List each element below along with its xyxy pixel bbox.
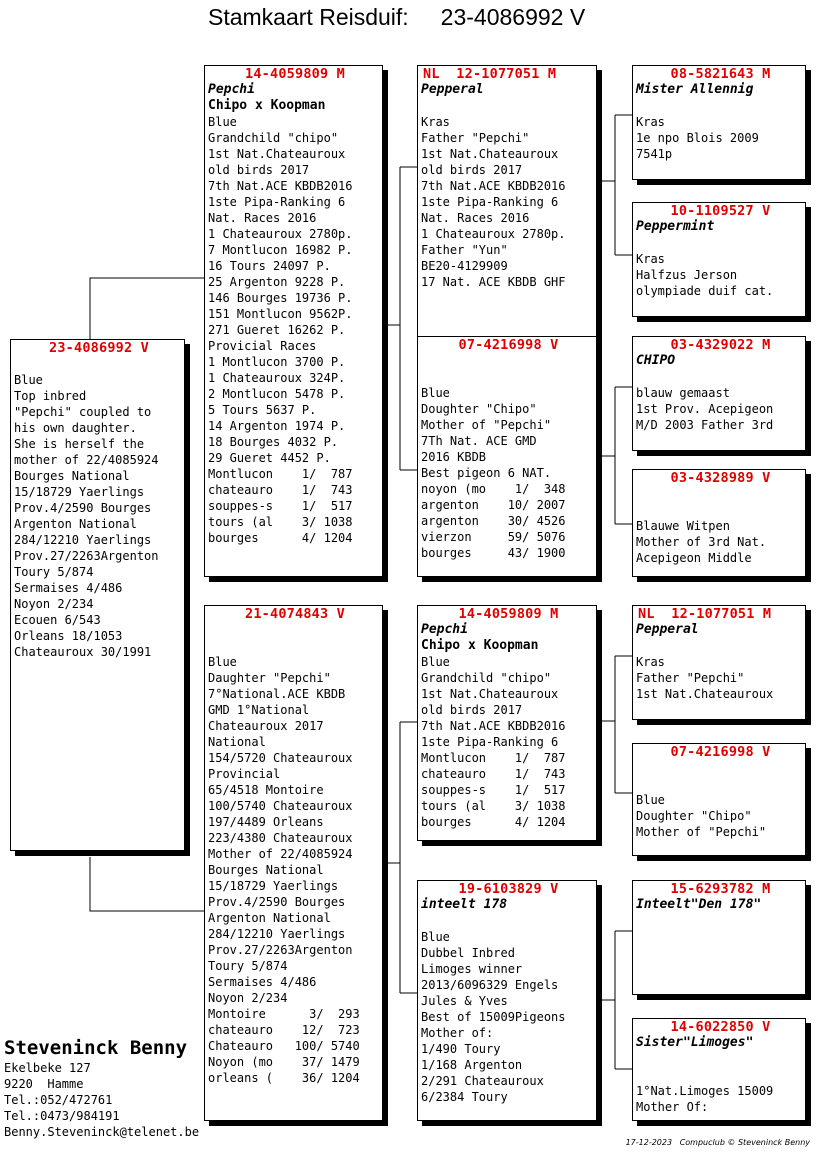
note-line: Blauwe Witpen xyxy=(636,519,730,533)
note-line: 65/4518 Montoire xyxy=(208,783,324,797)
footer-credit: 17-12-2023 Compuclub © Steveninck Benny xyxy=(625,1138,810,1147)
note-line: 1st Nat.Chateauroux xyxy=(421,147,559,161)
note-line: Father "Pepchi" xyxy=(421,131,530,145)
owner-email[interactable]: Benny.Steveninck@telenet.be xyxy=(4,1125,200,1139)
note-line: Prov.27/2263Argenton xyxy=(14,549,159,563)
note-line: Blue xyxy=(421,655,450,669)
note-line: tours (al 3/ 1038 xyxy=(421,799,566,813)
mff-card xyxy=(632,605,806,720)
pigeon-name: CHIPO xyxy=(636,353,676,368)
pigeon-notes xyxy=(421,654,596,830)
mmf-card xyxy=(632,880,806,995)
ring-number: 03-4328989 V xyxy=(670,470,771,486)
note-line: 7th Nat.ACE KBDB2016 xyxy=(421,179,566,193)
owner-address-line: 9220 Hamme xyxy=(4,1077,84,1091)
note-line: Grandchild "chipo" xyxy=(208,131,339,145)
note-line: 1st Nat.Chateauroux xyxy=(421,687,559,701)
note-line: Kras xyxy=(636,252,665,266)
pigeon-pedigree: Chipo x Koopman xyxy=(421,638,539,653)
note-line: 271 Gueret 16262 P. xyxy=(208,323,346,337)
title-ring: 23-4086992 V xyxy=(440,4,586,30)
note-line: 1 Chateauroux 324P. xyxy=(208,371,346,385)
note-line: 1st Nat.Chateauroux xyxy=(636,687,774,701)
note-line: 1 Montlucon 3700 P. xyxy=(208,355,346,369)
pigeon-name: Pepperal xyxy=(636,622,699,637)
note-line: souppes-s 1/ 517 xyxy=(208,499,353,513)
note-line: Acepigeon Middle xyxy=(636,551,752,565)
note-line: 284/12210 Yaerlings xyxy=(14,533,152,547)
pigeon-name: Pepchi xyxy=(421,622,468,637)
note-line: Chateauroux 30/1991 xyxy=(14,645,152,659)
note-line: Sermaises 4/486 xyxy=(208,975,317,989)
note-line: 7Th Nat. ACE GMD xyxy=(421,434,537,448)
note-line: 2016 KBDB xyxy=(421,450,487,464)
note-line: argenton 10/ 2007 xyxy=(421,498,566,512)
note-line: Mother of 22/4085924 xyxy=(208,847,353,861)
note-line: BE20-4129909 xyxy=(421,259,508,273)
fm-card xyxy=(417,336,597,577)
note-line: Montlucon 1/ 787 xyxy=(421,751,566,765)
note-line: 15/18729 Yaerlings xyxy=(14,485,145,499)
pigeon-pedigree: Chipo x Koopman xyxy=(208,98,326,113)
pigeon-name: Pepchi xyxy=(208,82,255,97)
ring-number: NL 12-1077051 M xyxy=(423,66,557,82)
pigeon-notes xyxy=(636,251,805,299)
note-line: Kras xyxy=(636,115,665,129)
note-line: 223/4380 Chateauroux xyxy=(208,831,353,845)
note-line: 7th Nat.ACE KBDB2016 xyxy=(208,179,353,193)
pigeon-notes xyxy=(421,385,596,561)
mother-card xyxy=(204,605,383,1121)
note-line: Blue xyxy=(421,386,450,400)
ring-number: 21-4074843 V xyxy=(245,606,345,622)
note-line: Dubbel Inbred xyxy=(421,946,515,960)
note-line: souppes-s 1/ 517 xyxy=(421,783,566,797)
note-line: Montlucon 1/ 787 xyxy=(208,467,353,481)
pigeon-name: Sister"Limoges" xyxy=(636,1035,754,1050)
note-line: Kras xyxy=(421,115,450,129)
pigeon-notes xyxy=(421,929,596,1105)
note-line: 1e npo Blois 2009 xyxy=(636,131,759,145)
note-line: Chateauroux 2017 xyxy=(208,719,324,733)
note-line: "Pepchi" coupled to xyxy=(14,405,152,419)
note-line: Montoire 3/ 293 xyxy=(208,1007,360,1021)
note-line: Blue xyxy=(14,373,43,387)
note-line: Mother of "Pepchi" xyxy=(636,825,767,839)
note-line: 18 Bourges 4032 P. xyxy=(208,435,339,449)
note-line: 25 Argenton 9228 P. xyxy=(208,275,346,289)
ring-number: 19-6103829 V xyxy=(458,881,559,897)
ring-number: NL 12-1077051 M xyxy=(638,606,772,622)
note-line: argenton 30/ 4526 xyxy=(421,514,566,528)
note-line: 5 Tours 5637 P. xyxy=(208,403,317,417)
pigeon-notes xyxy=(636,1083,805,1115)
note-line: 14 Argenton 1974 P. xyxy=(208,419,346,433)
pigeon-notes xyxy=(636,792,805,840)
owner-block xyxy=(4,1036,199,1140)
mmm-card xyxy=(632,1018,806,1121)
note-line: Noyon (mo 37/ 1479 xyxy=(208,1055,360,1069)
note-line: 1/168 Argenton xyxy=(421,1058,523,1072)
note-line: Top inbred xyxy=(14,389,87,403)
pigeon-notes xyxy=(636,114,805,162)
note-line: Mother of 3rd Nat. xyxy=(636,535,767,549)
note-line: 1ste Pipa-Ranking 6 xyxy=(421,195,559,209)
note-line: Blue xyxy=(636,793,665,807)
pigeon-notes xyxy=(636,654,805,702)
note-line: 29 Gueret 4452 P. xyxy=(208,451,331,465)
note-line: orleans ( 36/ 1204 xyxy=(208,1071,360,1085)
note-line: Best of 15009Pigeons xyxy=(421,1010,566,1024)
owner-name: Steveninck Benny xyxy=(4,1037,188,1059)
note-line: 1ste Pipa-Ranking 6 xyxy=(421,735,559,749)
pigeon-name: Peppermint xyxy=(636,219,715,234)
note-line: 7541p xyxy=(636,147,673,161)
note-line: 2/291 Chateauroux xyxy=(421,1074,544,1088)
note-line: Jules & Yves xyxy=(421,994,508,1008)
ring-number: 14-4059809 M xyxy=(458,606,559,622)
note-line: 7th Nat.ACE KBDB2016 xyxy=(421,719,566,733)
fmf-card xyxy=(632,336,806,451)
note-line: Mother Of: xyxy=(636,1100,709,1114)
ring-number: 03-4329022 M xyxy=(670,337,771,353)
note-line: GMD 1°National xyxy=(208,703,310,717)
note-line: his own daughter. xyxy=(14,421,137,435)
note-line: Argenton National xyxy=(14,517,137,531)
note-line: Blue xyxy=(208,655,237,669)
title-label: Stamkaart Reisduif: xyxy=(208,4,409,30)
note-line: 17 Nat. ACE KBDB GHF xyxy=(421,275,566,289)
note-line: 1/490 Toury xyxy=(421,1042,501,1056)
note-line: vierzon 59/ 5076 xyxy=(421,530,566,544)
subject-card xyxy=(10,339,185,851)
note-line: Prov.4/2590 Bourges xyxy=(14,501,152,515)
pigeon-notes xyxy=(636,518,805,566)
note-line: 284/12210 Yaerlings xyxy=(208,927,346,941)
father-card xyxy=(204,65,383,577)
note-line: noyon (mo 1/ 348 xyxy=(421,482,566,496)
note-line: bourges 43/ 1900 xyxy=(421,546,566,560)
note-line: Toury 5/874 xyxy=(208,959,288,973)
note-line: Father "Pepchi" xyxy=(636,671,745,685)
note-line: Prov.27/2263Argenton xyxy=(208,943,353,957)
pigeon-notes xyxy=(421,114,596,290)
note-line: Orleans 18/1053 xyxy=(14,629,123,643)
fmm-card xyxy=(632,469,806,577)
note-line: bourges 4/ 1204 xyxy=(208,531,353,545)
note-line: chateauro 12/ 723 xyxy=(208,1023,360,1037)
mm-card xyxy=(417,880,597,1121)
pigeon-notes xyxy=(14,372,184,660)
note-line: Mother of: xyxy=(421,1026,494,1040)
note-line: Provicial Races xyxy=(208,339,317,353)
note-line: 2 Montlucon 5478 P. xyxy=(208,387,346,401)
note-line: old birds 2017 xyxy=(421,703,523,717)
note-line: National xyxy=(208,735,266,749)
pigeon-name: Inteelt"Den 178" xyxy=(636,897,762,912)
ring-number: 14-4059809 M xyxy=(245,66,345,82)
mfm-card xyxy=(632,743,806,856)
owner-phone: Tel.:0473/984191 xyxy=(4,1109,120,1123)
note-line: tours (al 3/ 1038 xyxy=(208,515,353,529)
note-line: 151 Montlucon 9562P. xyxy=(208,307,353,321)
note-line: Toury 5/874 xyxy=(14,565,94,579)
note-line: Father "Yun" xyxy=(421,243,508,257)
note-line: olympiade duif cat. xyxy=(636,284,774,298)
owner-phone: Tel.:052/472761 xyxy=(4,1093,113,1107)
note-line: She is herself the xyxy=(14,437,145,451)
note-line: Blue xyxy=(421,930,450,944)
note-line: 1st Nat.Chateauroux xyxy=(208,147,346,161)
note-line: chateauro 1/ 743 xyxy=(421,767,566,781)
note-line: Best pigeon 6 NAT. xyxy=(421,466,552,480)
note-line: Sermaises 4/486 xyxy=(14,581,123,595)
note-line: Provincial xyxy=(208,767,281,781)
note-line: 1st Prov. Acepigeon xyxy=(636,402,774,416)
note-line: Nat. Races 2016 xyxy=(208,211,317,225)
note-line: Noyon 2/234 xyxy=(208,991,288,1005)
note-line: Doughter "Chipo" xyxy=(421,402,537,416)
note-line: blauw gemaast xyxy=(636,386,730,400)
ffm-card xyxy=(632,202,806,317)
pigeon-notes xyxy=(208,114,382,546)
note-line: Daughter "Pepchi" xyxy=(208,671,331,685)
ring-number: 10-1109527 V xyxy=(670,203,771,219)
note-line: Kras xyxy=(636,655,665,669)
ring-number: 07-4216998 V xyxy=(458,337,559,353)
note-line: 197/4489 Orleans xyxy=(208,815,324,829)
pigeon-name: Pepperal xyxy=(421,82,484,97)
note-line: Argenton National xyxy=(208,911,331,925)
note-line: 7 Montlucon 16982 P. xyxy=(208,243,353,257)
note-line: 1 Chateauroux 2780p. xyxy=(208,227,353,241)
note-line: M/D 2003 Father 3rd xyxy=(636,418,774,432)
mf-card xyxy=(417,605,597,841)
note-line: bourges 4/ 1204 xyxy=(421,815,566,829)
note-line: Grandchild "chipo" xyxy=(421,671,552,685)
note-line: Ecouen 6/543 xyxy=(14,613,101,627)
ring-number: 23-4086992 V xyxy=(49,340,149,356)
ring-number: 07-4216998 V xyxy=(670,744,771,760)
note-line: 146 Bourges 19736 P. xyxy=(208,291,353,305)
note-line: 16 Tours 24097 P. xyxy=(208,259,331,273)
note-line: 15/18729 Yaerlings xyxy=(208,879,339,893)
ring-number: 08-5821643 M xyxy=(670,66,771,82)
pigeon-notes xyxy=(208,654,382,1086)
note-line: 7°National.ACE KBDB xyxy=(208,687,346,701)
note-line: 1°Nat.Limoges 15009 xyxy=(636,1084,774,1098)
note-line: Chateauro 100/ 5740 xyxy=(208,1039,360,1053)
note-line: 154/5720 Chateauroux xyxy=(208,751,353,765)
note-line: mother of 22/4085924 xyxy=(14,453,159,467)
note-line: Blue xyxy=(208,115,237,129)
note-line: 6/2384 Toury xyxy=(421,1090,508,1104)
pigeon-name: inteelt 178 xyxy=(421,897,508,912)
pigeon-notes xyxy=(636,385,805,433)
note-line: Doughter "Chipo" xyxy=(636,809,752,823)
note-line: 1ste Pipa-Ranking 6 xyxy=(208,195,346,209)
note-line: 2013/6096329 Engels xyxy=(421,978,559,992)
note-line: Prov.4/2590 Bourges xyxy=(208,895,346,909)
note-line: 100/5740 Chateauroux xyxy=(208,799,353,813)
note-line: Nat. Races 2016 xyxy=(421,211,530,225)
note-line: Noyon 2/234 xyxy=(14,597,94,611)
note-line: chateauro 1/ 743 xyxy=(208,483,353,497)
note-line: Limoges winner xyxy=(421,962,523,976)
note-line: Mother of "Pepchi" xyxy=(421,418,552,432)
note-line: old birds 2017 xyxy=(421,163,523,177)
owner-address-line: Ekelbeke 127 xyxy=(4,1061,91,1075)
fff-card xyxy=(632,65,806,180)
ring-number: 15-6293782 M xyxy=(670,881,771,897)
note-line: Bourges National xyxy=(14,469,130,483)
ring-number: 14-6022850 V xyxy=(670,1019,771,1035)
note-line: 1 Chateauroux 2780p. xyxy=(421,227,566,241)
note-line: old birds 2017 xyxy=(208,163,310,177)
note-line: Halfzus Jerson xyxy=(636,268,738,282)
note-line: Bourges National xyxy=(208,863,324,877)
pigeon-name: Mister Allennig xyxy=(636,82,754,97)
